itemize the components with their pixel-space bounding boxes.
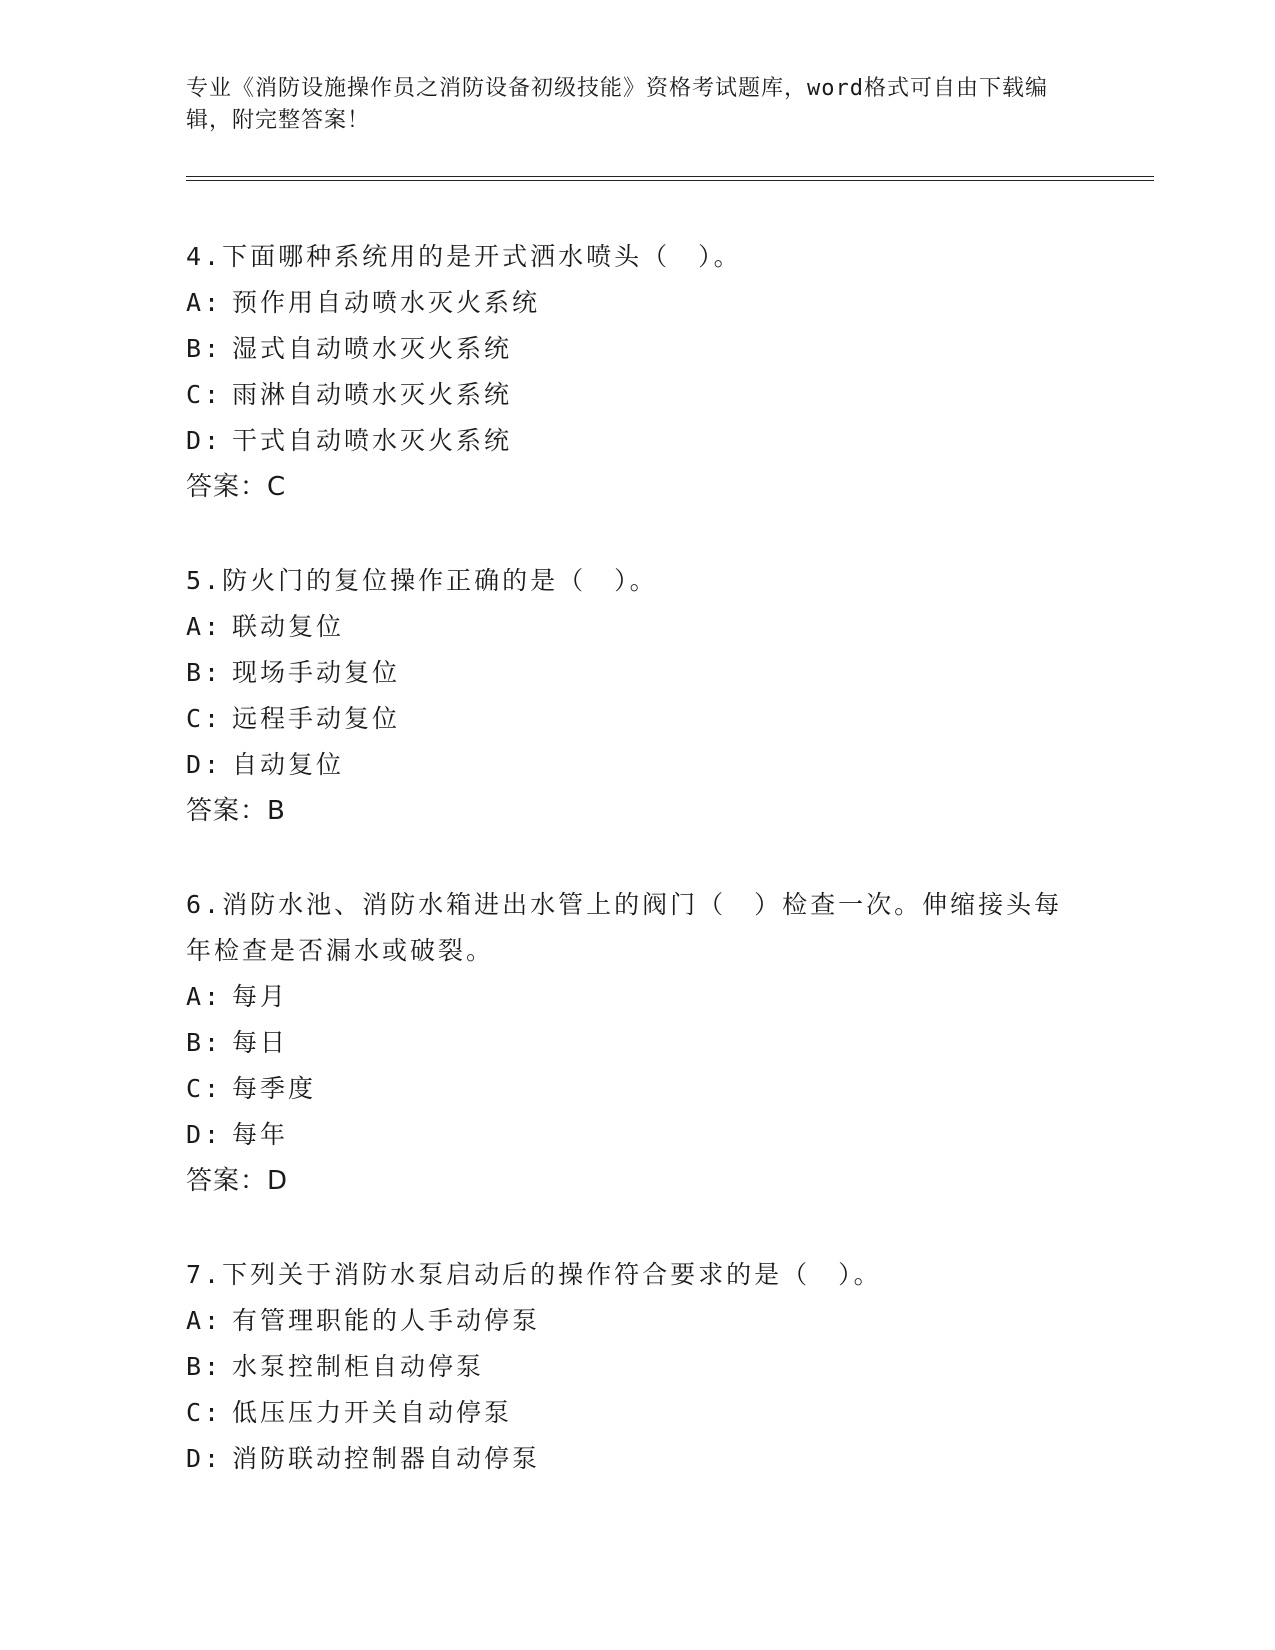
option-letter: D: xyxy=(186,1120,223,1149)
option-text: 自动复位 xyxy=(232,750,345,779)
option-letter: A: xyxy=(186,612,223,641)
option-letter: B: xyxy=(186,334,223,363)
option-a xyxy=(186,280,1086,326)
answer-line: 答案：D xyxy=(186,1166,289,1196)
option-letter: C: xyxy=(186,704,223,733)
option-text: 每日 xyxy=(232,1028,289,1057)
option-d xyxy=(186,742,1086,788)
option-text: 远程手动复位 xyxy=(232,704,401,733)
option-letter: B: xyxy=(186,1352,223,1381)
option-c xyxy=(186,372,1086,418)
option-text: 水泵控制柜自动停泵 xyxy=(232,1352,485,1381)
option-text: 雨淋自动喷水灭火系统 xyxy=(232,380,513,409)
question-6 xyxy=(186,882,1086,1204)
question-4 xyxy=(186,234,1086,510)
option-letter: B: xyxy=(186,658,223,687)
option-b xyxy=(186,1344,1086,1390)
option-text: 消防联动控制器自动停泵 xyxy=(232,1444,541,1473)
question-stem: 4.下面哪种系统用的是开式洒水喷头（ ）。 xyxy=(186,242,742,271)
option-a xyxy=(186,604,1086,650)
option-text: 低压压力开关自动停泵 xyxy=(232,1398,513,1427)
option-text: 联动复位 xyxy=(232,612,345,641)
answer-line: 答案：B xyxy=(186,796,286,826)
option-text: 有管理职能的人手动停泵 xyxy=(232,1306,541,1335)
option-letter: D: xyxy=(186,1444,223,1473)
option-c xyxy=(186,1390,1086,1436)
option-letter: C: xyxy=(186,1074,223,1103)
option-a xyxy=(186,1298,1086,1344)
answer-line: 答案：C xyxy=(186,472,287,502)
option-text: 每年 xyxy=(232,1120,289,1149)
header-divider xyxy=(186,176,1154,181)
question-7 xyxy=(186,1252,1086,1482)
option-a xyxy=(186,974,1086,1020)
option-d xyxy=(186,418,1086,464)
option-c xyxy=(186,1066,1086,1112)
question-stem: 5.防火门的复位操作正确的是（ ）。 xyxy=(186,566,658,595)
option-text: 预作用自动喷水灭火系统 xyxy=(232,288,541,317)
option-letter: A: xyxy=(186,288,223,317)
option-letter: A: xyxy=(186,982,223,1011)
option-text: 现场手动复位 xyxy=(232,658,401,687)
question-5 xyxy=(186,558,1086,834)
option-b xyxy=(186,1020,1086,1066)
option-letter: C: xyxy=(186,1398,223,1427)
option-letter: D: xyxy=(186,750,223,779)
document-header: 专业《消防设施操作员之消防设备初级技能》资格考试题库，word格式可自由下载编辑，附完整答案！ xyxy=(186,76,1048,133)
question-stem: 6.消防水池、消防水箱进出水管上的阀门（ ）检查一次。伸缩接头每年检查是否漏水或破裂。 xyxy=(186,890,1063,965)
option-text: 干式自动喷水灭火系统 xyxy=(232,426,513,455)
option-text: 每月 xyxy=(232,982,289,1011)
option-d xyxy=(186,1112,1086,1158)
option-letter: D: xyxy=(186,426,223,455)
option-text: 湿式自动喷水灭火系统 xyxy=(232,334,513,363)
question-list xyxy=(186,234,1086,1530)
option-b xyxy=(186,326,1086,372)
option-letter: B: xyxy=(186,1028,223,1057)
question-stem: 7.下列关于消防水泵启动后的操作符合要求的是（ ）。 xyxy=(186,1260,882,1289)
option-c xyxy=(186,696,1086,742)
option-b xyxy=(186,650,1086,696)
option-letter: C: xyxy=(186,380,223,409)
option-d xyxy=(186,1436,1086,1482)
option-letter: A: xyxy=(186,1306,223,1335)
option-text: 每季度 xyxy=(232,1074,317,1103)
